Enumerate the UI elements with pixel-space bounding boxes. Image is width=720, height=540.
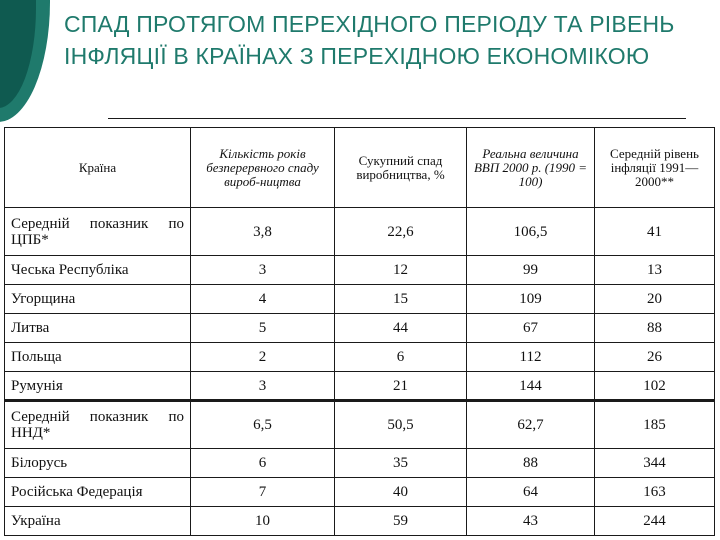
row-decline: 59 — [335, 507, 467, 536]
data-table — [4, 127, 715, 536]
row-gdp: 144 — [467, 372, 595, 401]
table-row — [5, 208, 715, 256]
column-header-inflation: Середній рівень інфляції 1991—2000** — [595, 128, 715, 208]
table-header-row — [5, 128, 715, 208]
row-decline: 21 — [335, 372, 467, 401]
row-gdp: 109 — [467, 285, 595, 314]
row-years: 6,5 — [191, 401, 335, 449]
row-country: Угорщина — [5, 285, 191, 314]
table-row — [5, 507, 715, 536]
column-header-real-gdp: Реальна величина ВВП 2000 р. (1990 = 100) — [467, 128, 595, 208]
row-gdp: 112 — [467, 343, 595, 372]
corner-decoration — [0, 0, 50, 122]
row-years: 10 — [191, 507, 335, 536]
row-decline: 12 — [335, 256, 467, 285]
row-country: Литва — [5, 314, 191, 343]
row-country: Польща — [5, 343, 191, 372]
table-row — [5, 343, 715, 372]
row-years: 3,8 — [191, 208, 335, 256]
row-decline: 15 — [335, 285, 467, 314]
row-gdp: 88 — [467, 449, 595, 478]
row-decline: 35 — [335, 449, 467, 478]
row-country: Середній показник по ЦПБ* — [5, 208, 191, 256]
row-decline: 22,6 — [335, 208, 467, 256]
row-years: 7 — [191, 478, 335, 507]
row-inflation: 185 — [595, 401, 715, 449]
row-inflation: 20 — [595, 285, 715, 314]
row-years: 3 — [191, 372, 335, 401]
table-row — [5, 478, 715, 507]
row-country: Білорусь — [5, 449, 191, 478]
table-row — [5, 449, 715, 478]
table-row — [5, 314, 715, 343]
row-inflation: 344 — [595, 449, 715, 478]
row-inflation: 13 — [595, 256, 715, 285]
row-gdp: 99 — [467, 256, 595, 285]
row-gdp: 43 — [467, 507, 595, 536]
table-row — [5, 401, 715, 449]
row-years: 4 — [191, 285, 335, 314]
row-years: 6 — [191, 449, 335, 478]
row-gdp: 106,5 — [467, 208, 595, 256]
row-years: 3 — [191, 256, 335, 285]
column-header-country: Країна — [5, 128, 191, 208]
row-country: Україна — [5, 507, 191, 536]
title-divider — [108, 118, 686, 119]
row-country: Російська Федерація — [5, 478, 191, 507]
row-inflation: 102 — [595, 372, 715, 401]
row-inflation: 26 — [595, 343, 715, 372]
row-decline: 44 — [335, 314, 467, 343]
table-row — [5, 256, 715, 285]
row-inflation: 244 — [595, 507, 715, 536]
data-table-container — [4, 127, 714, 533]
row-inflation: 163 — [595, 478, 715, 507]
row-years: 2 — [191, 343, 335, 372]
table-row — [5, 285, 715, 314]
row-decline: 40 — [335, 478, 467, 507]
row-country: Румунія — [5, 372, 191, 401]
column-header-total-decline: Сукупний спад виробництва, % — [335, 128, 467, 208]
row-decline: 6 — [335, 343, 467, 372]
column-header-decline-years: Кількість років безперервного спаду вироб-ництва — [191, 128, 335, 208]
row-years: 5 — [191, 314, 335, 343]
table-row — [5, 372, 715, 401]
row-decline: 50,5 — [335, 401, 467, 449]
row-gdp: 64 — [467, 478, 595, 507]
row-country: Середній показник по ННД* — [5, 401, 191, 449]
row-gdp: 67 — [467, 314, 595, 343]
slide-title: СПАД ПРОТЯГОМ ПЕРЕХІДНОГО ПЕРІОДУ ТА РІВЕНЬ ІНФЛЯЦІЇ В КРАЇНАХ З ПЕРЕХІДНОЮ ЕКОНОМІКОЮ — [64, 11, 675, 69]
row-inflation: 88 — [595, 314, 715, 343]
row-gdp: 62,7 — [467, 401, 595, 449]
row-country: Чеська Республіка — [5, 256, 191, 285]
row-inflation: 41 — [595, 208, 715, 256]
